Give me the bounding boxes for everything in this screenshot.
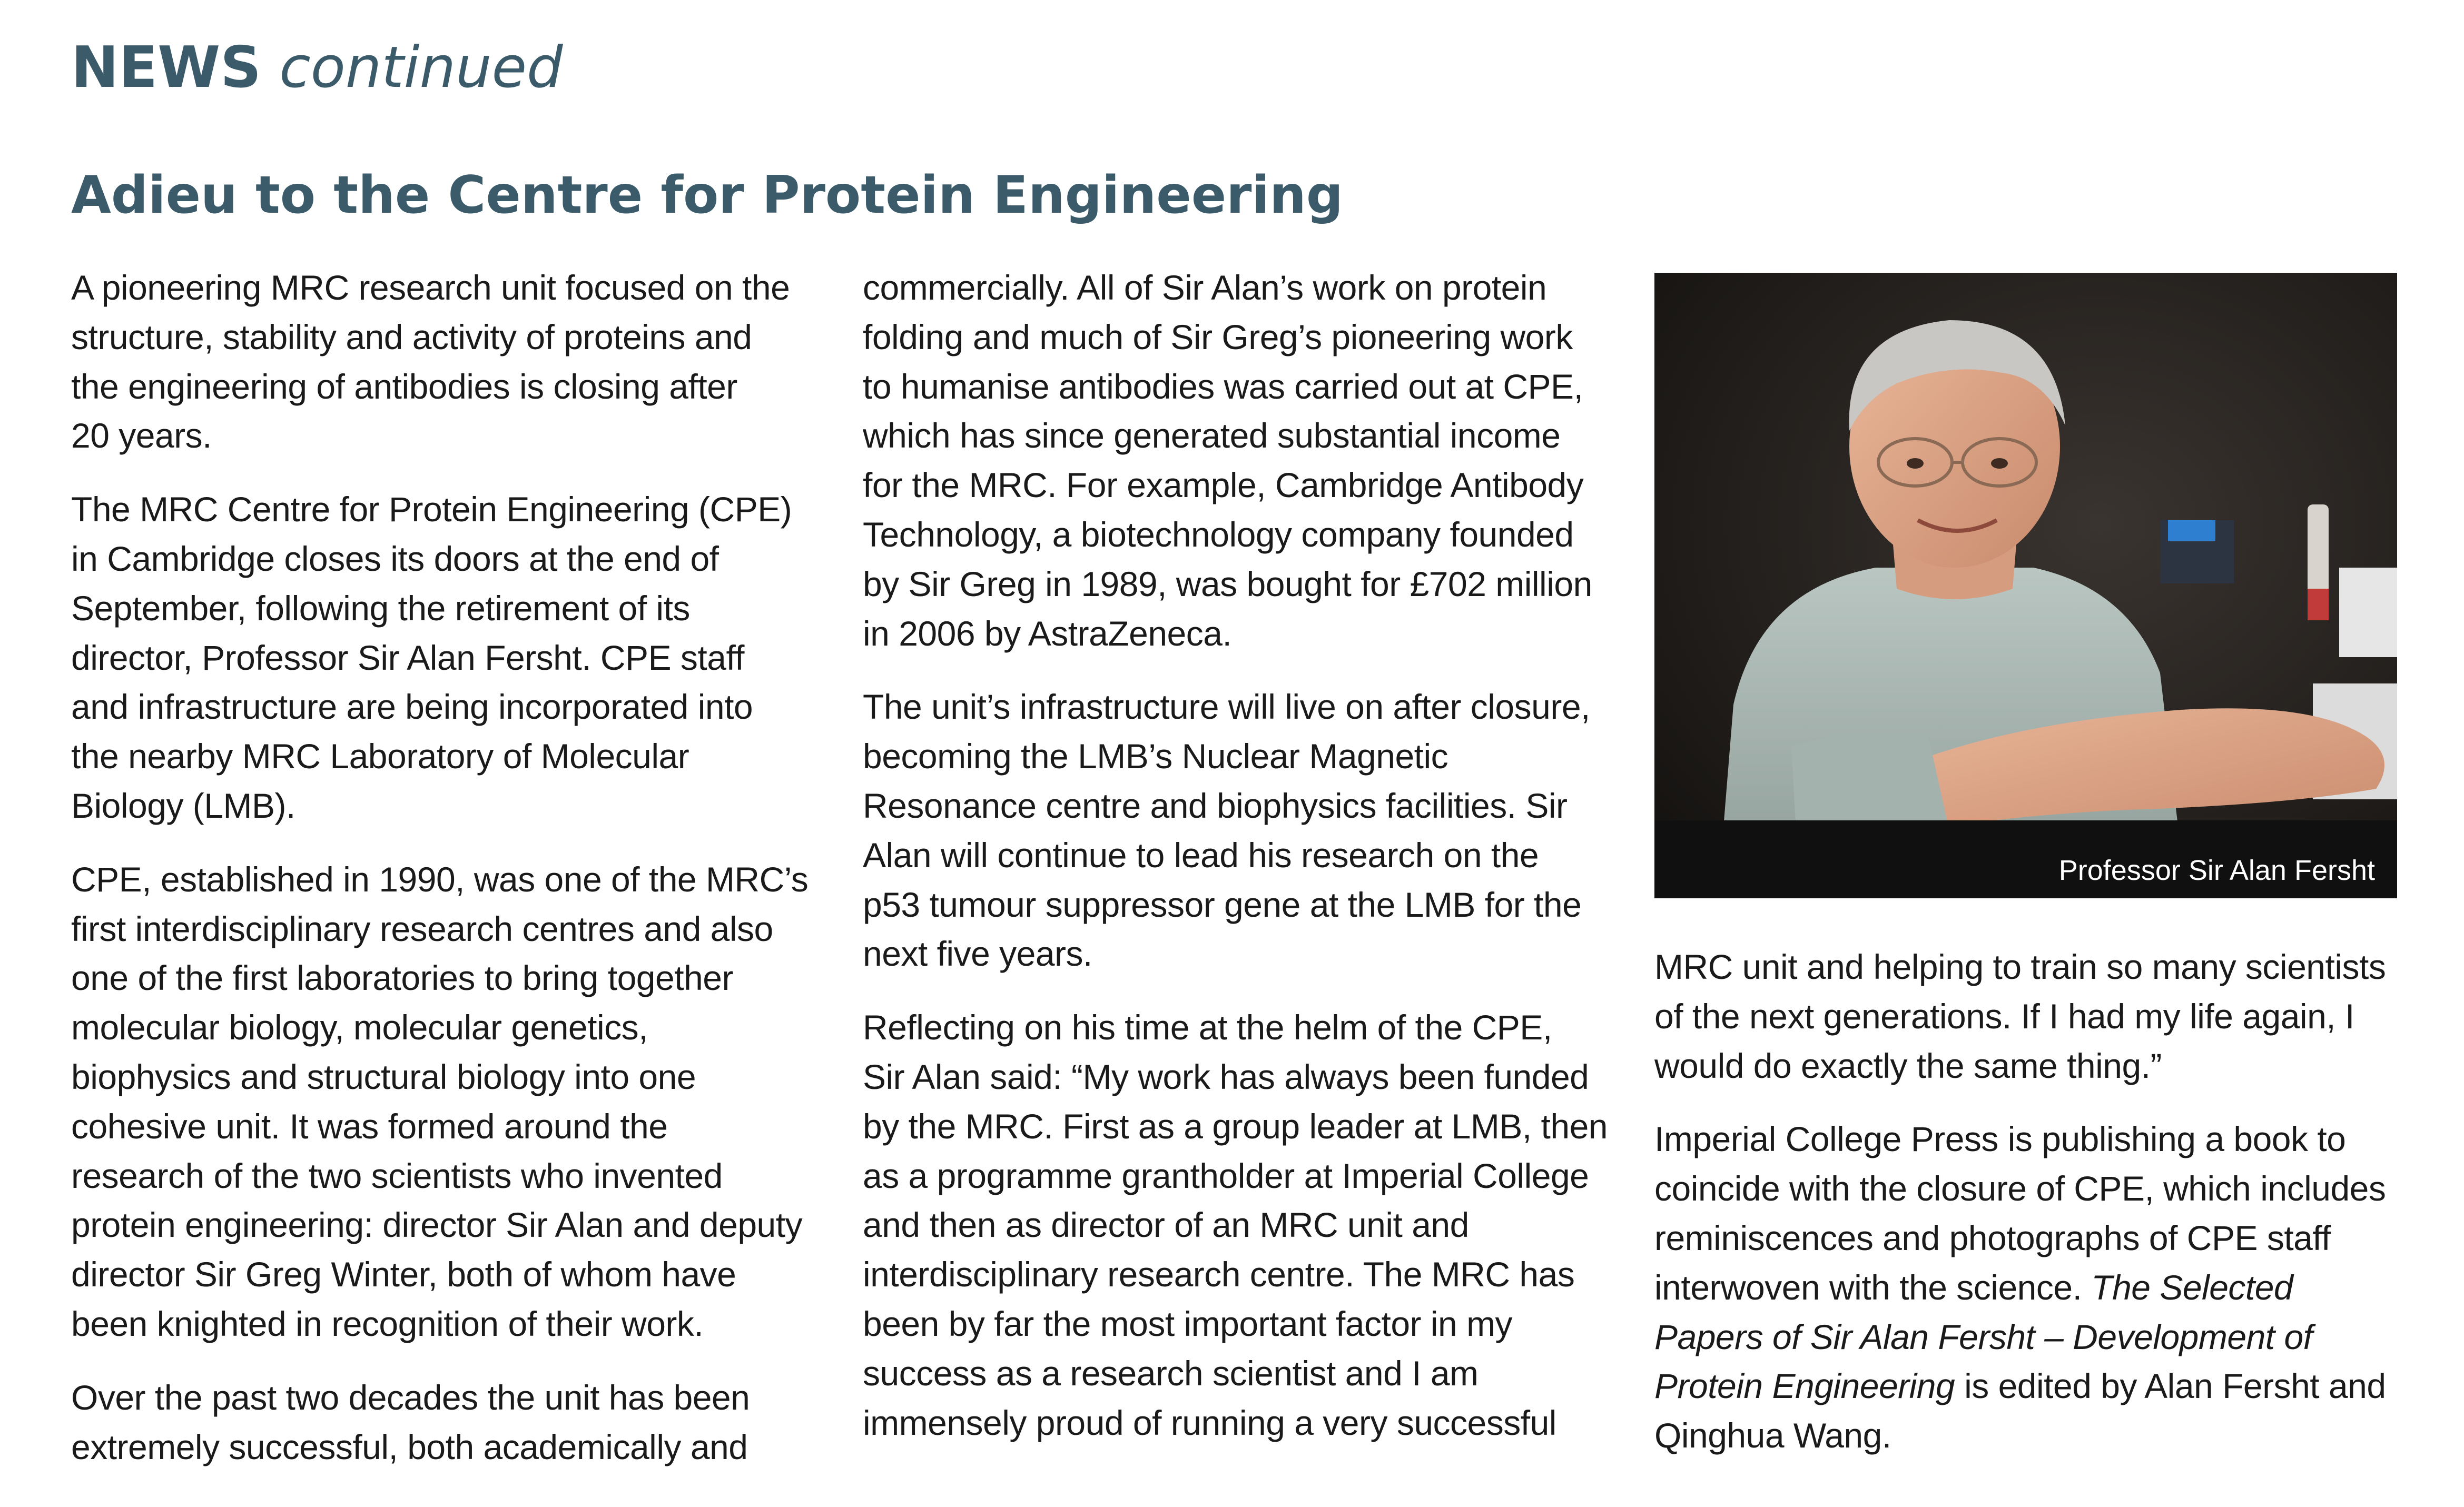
text-line: Technology, a biotechnology company founded xyxy=(863,514,1574,554)
text-line xyxy=(1654,1313,2413,1362)
text-line: folding and much of Sir Greg’s pioneering work xyxy=(863,317,1573,356)
text-line: director, Professor Sir Alan Fersht. CPE staff xyxy=(71,638,744,677)
section-sublabel: continued xyxy=(279,35,563,101)
text-line: MRC unit and helping to train so many scientists xyxy=(1654,947,2386,986)
text-line: which has since generated substantial income xyxy=(863,416,1561,455)
text-line: been knighted in recognition of their work. xyxy=(71,1304,704,1343)
paragraph xyxy=(71,1373,830,1472)
text-line: director Sir Greg Winter, both of whom have xyxy=(71,1255,736,1294)
text-line: for the MRC. For example, Cambridge Antibody xyxy=(863,465,1584,505)
text-line: A pioneering MRC research unit focused on the xyxy=(71,268,790,307)
text-line: protein engineering: director Sir Alan and deputy xyxy=(71,1205,803,1245)
portrait-photo xyxy=(1654,273,2397,898)
paragraph xyxy=(863,263,1621,658)
text-line: and infrastructure are being incorporated into xyxy=(71,687,753,727)
text-line: one of the first laboratories to bring together xyxy=(71,958,733,998)
text-line: in Cambridge closes its doors at the end of xyxy=(71,539,719,578)
text-line: been by far the most important factor in my xyxy=(863,1304,1513,1343)
text-line: structure, stability and activity of proteins and xyxy=(71,317,752,356)
text-line: to humanise antibodies was carried out at CPE, xyxy=(863,366,1583,406)
text-line: immensely proud of running a very successful xyxy=(863,1403,1556,1442)
text-line: Alan will continue to lead his research on the xyxy=(863,835,1539,875)
text-line: the nearby MRC Laboratory of Molecular xyxy=(71,737,689,776)
text-line: CPE, established in 1990, was one of the MRC’s xyxy=(71,859,809,899)
text-line: by Sir Greg in 1989, was bought for £702 million xyxy=(863,564,1592,603)
text-line: and then as director of an MRC unit and xyxy=(863,1205,1469,1245)
photo-caption: Professor Sir Alan Fersht xyxy=(2058,855,2375,886)
paragraph xyxy=(863,1003,1621,1447)
paragraph xyxy=(1654,1115,2413,1461)
text-line: Qinghua Wang. xyxy=(1654,1416,1891,1455)
text-fragment: is edited by Alan Fersht and xyxy=(1955,1366,2386,1406)
article-column-3 xyxy=(1654,943,2413,1485)
paragraph xyxy=(71,855,830,1349)
text-line: interdisciplinary research centre. The MRC has xyxy=(863,1255,1575,1294)
article-title: Adieu to the Centre for Protein Engineering xyxy=(71,165,1344,225)
text-line: of the next generations. If I had my life again, I xyxy=(1654,996,2354,1036)
paragraph xyxy=(1654,943,2413,1090)
text-line: The unit’s infrastructure will live on after closure, xyxy=(863,687,1590,727)
text-line xyxy=(1654,1362,2413,1411)
book-title-fragment: The Selected xyxy=(2091,1267,2293,1307)
text-line: Over the past two decades the unit has been xyxy=(71,1377,750,1417)
section-label: NEWS xyxy=(71,35,262,101)
text-line: 20 years. xyxy=(71,416,212,455)
text-line: The MRC Centre for Protein Engineering (CPE) xyxy=(71,490,792,529)
book-title-fragment: Papers of Sir Alan Fersht – Development of xyxy=(1654,1317,2313,1356)
paragraph xyxy=(71,485,830,831)
paragraph xyxy=(71,263,830,461)
text-line: research of the two scientists who invented xyxy=(71,1156,723,1195)
text-line: in 2006 by AstraZeneca. xyxy=(863,613,1232,653)
text-line: would do exactly the same thing.” xyxy=(1654,1046,2162,1085)
text-line: p53 tumour suppressor gene at the LMB for the xyxy=(863,885,1582,924)
text-line: September, following the retirement of its xyxy=(71,588,690,628)
text-line: first interdisciplinary research centres and also xyxy=(71,909,773,948)
text-line: the engineering of antibodies is closing after xyxy=(71,366,737,406)
text-line xyxy=(1654,1263,2413,1313)
text-line: Resonance centre and biophysics facilities. Sir xyxy=(863,786,1568,825)
text-line: cohesive unit. It was formed around the xyxy=(71,1106,668,1146)
book-title-fragment: Protein Engineering xyxy=(1654,1366,1955,1406)
text-line: molecular biology, molecular genetics, xyxy=(71,1008,648,1047)
text-line: extremely successful, both academically and xyxy=(71,1427,748,1466)
article-column-1 xyxy=(71,263,830,1496)
text-line: Sir Alan said: “My work has always been funded xyxy=(863,1057,1589,1096)
text-line: reminiscences and photographs of CPE staff xyxy=(1654,1218,2331,1257)
section-header xyxy=(71,37,563,100)
text-line: next five years. xyxy=(863,934,1092,974)
text-line: becoming the LMB’s Nuclear Magnetic xyxy=(863,737,1448,776)
text-line: Reflecting on his time at the helm of the CPE, xyxy=(863,1008,1552,1047)
text-fragment: interwoven with the science. xyxy=(1654,1267,2092,1307)
portrait-illustration xyxy=(1654,273,2397,898)
text-line: success as a research scientist and I am xyxy=(863,1353,1479,1393)
text-line: as a programme grantholder at Imperial College xyxy=(863,1156,1589,1195)
text-line: biophysics and structural biology into one xyxy=(71,1057,696,1096)
article-column-2 xyxy=(863,263,1621,1472)
text-line: Biology (LMB). xyxy=(71,786,295,825)
text-line: by the MRC. First as a group leader at LMB, then xyxy=(863,1106,1608,1146)
paragraph xyxy=(863,682,1621,979)
text-line: Imperial College Press is publishing a book to xyxy=(1654,1119,2346,1159)
text-line: coincide with the closure of CPE, which includes xyxy=(1654,1169,2386,1208)
text-line: commercially. All of Sir Alan’s work on protein xyxy=(863,268,1547,307)
